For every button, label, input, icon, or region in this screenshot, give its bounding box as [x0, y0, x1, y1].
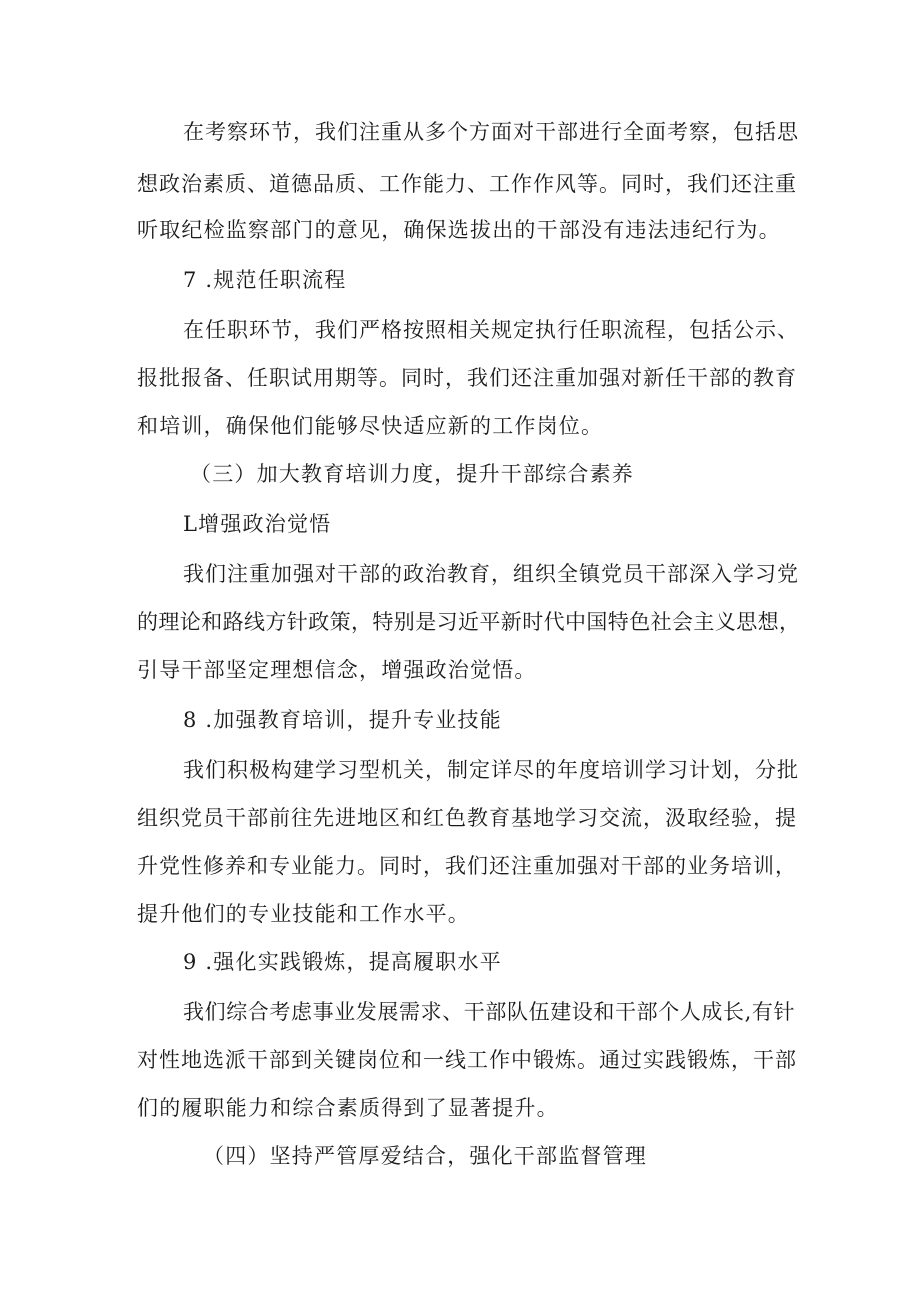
chapter-heading: （三）加大教育培训力度，提升干部综合素养	[190, 462, 634, 486]
paragraph-line: 想政治素质、道德品质、工作能力、工作作风等。同时，我们还注重	[137, 172, 797, 196]
paragraph-line: 我们注重加强对干部的政治教育，组织全镇党员干部深入学习党	[183, 562, 799, 586]
section-heading: 8 .加强教育培训，提升专业技能	[183, 708, 502, 732]
paragraph-line: 和培训，确保他们能够尽快适应新的工作岗位。	[137, 414, 604, 438]
paragraph-line: 引导干部坚定理想信念，增强政治觉悟。	[137, 658, 537, 682]
paragraph-line: 在考察环节，我们注重从多个方面对干部进行全面考察，包括思	[183, 120, 799, 144]
paragraph-line: 报批报备、任职试用期等。同时，我们还注重加强对新任干部的教育	[137, 366, 797, 390]
section-heading: 7 .规范任职流程	[183, 268, 347, 292]
paragraph-line: 组织党员干部前往先进地区和红色教育基地学习交流，汲取经验，提	[137, 806, 797, 830]
paragraph-line: 我们综合考虑事业发展需求、干部队伍建设和干部个人成长,有针	[183, 1000, 796, 1024]
section-heading: L增强政治觉悟	[183, 512, 332, 536]
paragraph-line: 对性地选派干部到关键岗位和一线工作中锻炼。通过实践锻炼，干部	[137, 1048, 797, 1072]
paragraph-line: 的理论和路线方针政策，特别是习近平新时代中国特色社会主义思想，	[137, 610, 801, 634]
paragraph-line: 我们积极构建学习型机关，制定详尽的年度培训学习计划，分批	[183, 758, 799, 782]
paragraph-line: 们的履职能力和综合素质得到了显著提升。	[137, 1096, 559, 1120]
chapter-heading: （四）坚持严管厚爱结合，强化干部监督管理	[203, 1144, 647, 1168]
paragraph-line: 在任职环节，我们严格按照相关规定执行任职流程，包括公示、	[183, 318, 799, 342]
paragraph-line: 提升他们的专业技能和工作水平。	[137, 902, 470, 926]
paragraph-line: 听取纪检监察部门的意见，确保选拔出的干部没有违法违纪行为。	[137, 218, 781, 242]
paragraph-line: 升党性修养和专业能力。同时，我们还注重加强对干部的业务培训，	[137, 854, 797, 878]
section-heading: 9 .强化实践锻炼，提高履职水平	[183, 950, 502, 974]
